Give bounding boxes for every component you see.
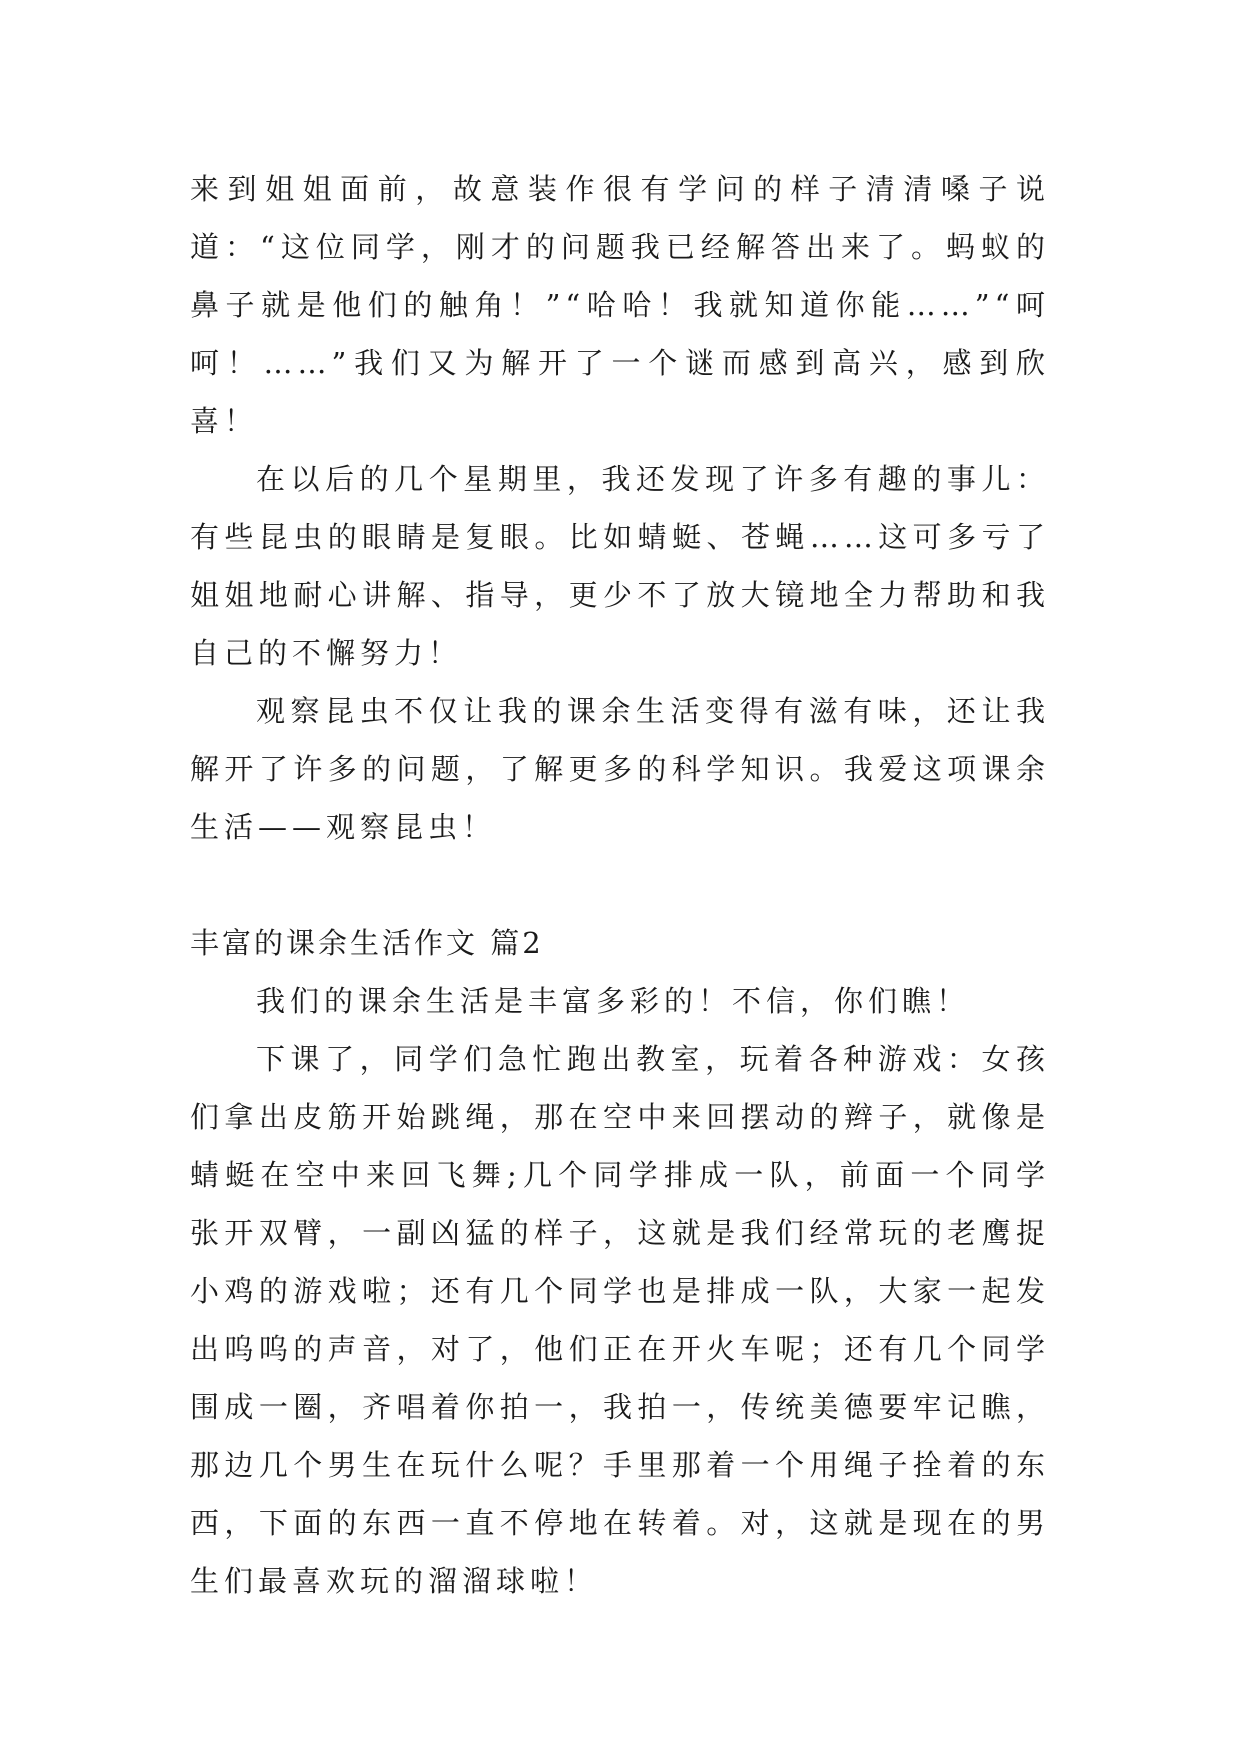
paragraph-compound-eyes: 在以后的几个星期里，我还发现了许多有趣的事儿：有些昆虫的眼睛是复眼。比如蜻蜓、苍蝇……这可多亏了姐姐地耐心讲解、指导，更少不了放大镜地全力帮助和我自己的不懈努力！ <box>190 462 1050 670</box>
paragraph-intro: 我们的课余生活是丰富多彩的！不信，你们瞧！ <box>256 984 971 1018</box>
paragraph-continued: 来到姐姐面前，故意装作很有学问的样子清清嗓子说道：“这位同学，刚才的问题我已经解答出来了。蚂蚁的鼻子就是他们的触角！”“哈哈！我就知道你能……”“呵呵！……”我们又为解开了一个谜而感到高兴，感到欣喜！ <box>190 172 1050 438</box>
document-body <box>190 160 1050 1610</box>
paragraph-recess-games: 下课了，同学们急忙跑出教室，玩着各种游戏：女孩们拿出皮筋开始跳绳，那在空中来回摆动的辫子，就像是蜻蜓在空中来回飞舞;几个同学排成一队，前面一个同学张开双臂，一副凶猛的样子，这就是我们经常玩的老鹰捉小鸡的游戏啦；还有几个同学也是排成一队，大家一起发出呜呜的声音，对了，他们正在开火车呢；还有几个同学围成一圈，齐唱着你拍一，我拍一，传统美德要牢记瞧，那边几个男生在玩什么呢？手里那着一个用绳子拴着的东西，下面的东西一直不停地在转着。对，这就是现在的男生们最喜欢玩的溜溜球啦！ <box>190 1042 1050 1598</box>
essay-title: 丰富的课余生活作文 篇2 <box>190 926 544 960</box>
paragraph-conclusion: 观察昆虫不仅让我的课余生活变得有滋有味，还让我解开了许多的问题，了解更多的科学知识。我爱这项课余生活——观察昆虫！ <box>190 694 1050 844</box>
